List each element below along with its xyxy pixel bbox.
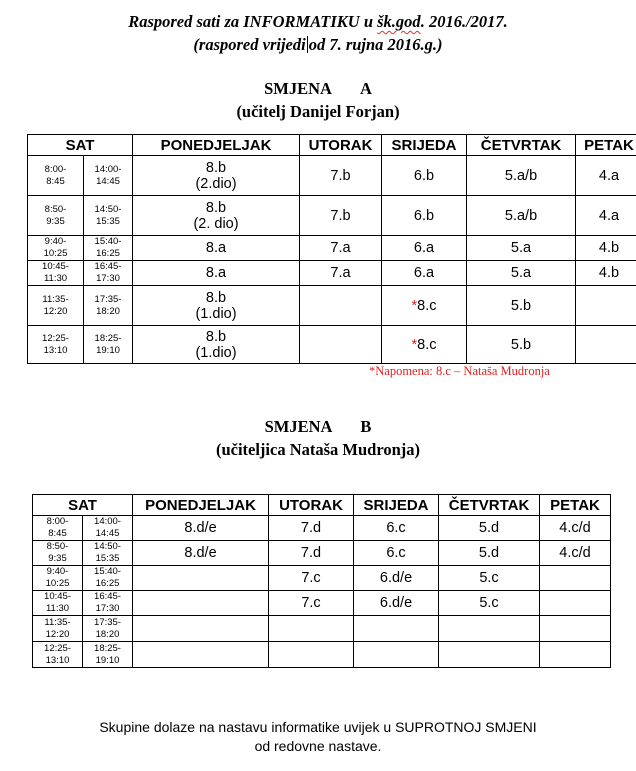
- schedule-table-shift-a: [27, 134, 636, 364]
- time-cell-afternoon: [84, 156, 133, 196]
- cell-cetvrtak-text: 5.a/b: [504, 207, 538, 224]
- footer-line-1: Skupine dolaze na nastavu informatike uvijek u SUPROTNOJ SMJENI: [99, 719, 537, 735]
- time-cell-afternoon: [84, 286, 133, 326]
- cell-ponedjeljak-text: 8.b (1.dio): [195, 289, 237, 322]
- time-cell-afternoon: [83, 566, 133, 591]
- shift-a-teacher: (učitelj Danijel Forjan): [236, 102, 400, 121]
- document-subtitle: [0, 35, 636, 55]
- time-cell-morning-text: 10:45- 11:30: [44, 591, 71, 614]
- cell-ponedjeljak-text: 8.d/e: [184, 545, 217, 561]
- time-cell-morning-text: 8:00- 8:45: [46, 516, 69, 539]
- cell-utorak: [269, 541, 354, 566]
- time-cell-morning-text: 11:35- 12:20: [44, 616, 71, 640]
- cell-srijeda-text: 6.d/e: [379, 595, 413, 611]
- cell-cetvrtak-text: 5.a/b: [504, 167, 538, 184]
- cell-cetvrtak-text: 5.a: [510, 265, 532, 281]
- title-school-year-abbr: šk.god: [377, 12, 421, 31]
- cell-srijeda: [382, 236, 467, 261]
- footer-line-2: od redovne nastave.: [254, 738, 382, 754]
- text-cursor: [307, 36, 308, 53]
- cell-utorak: [269, 566, 354, 591]
- shift-b-heading: [0, 417, 636, 437]
- cell-petak: [576, 236, 636, 261]
- cell-ponedjeljak: [133, 326, 300, 364]
- time-cell-afternoon: [84, 261, 133, 286]
- subtitle-text-start: (raspored vrijedi: [193, 35, 306, 54]
- time-cell-afternoon: [84, 326, 133, 364]
- column-header-srijeda: SRIJEDA: [382, 135, 467, 156]
- cell-ponedjeljak: [133, 616, 269, 642]
- cell-ponedjeljak: [133, 156, 300, 196]
- time-cell-afternoon-text: 16:45- 17:30: [94, 591, 121, 614]
- cell-utorak-text: 7.a: [330, 265, 351, 281]
- cell-ponedjeljak-text: 8.a: [205, 265, 227, 281]
- cell-petak-text: 4.b: [598, 240, 620, 256]
- table-row: [28, 196, 636, 236]
- time-cell-morning: [33, 516, 83, 541]
- table-row: [28, 286, 636, 326]
- cell-cetvrtak: [467, 196, 576, 236]
- cell-cetvrtak: [467, 261, 576, 286]
- cell-petak: [540, 541, 611, 566]
- table-row: [28, 236, 636, 261]
- footnote-marker: *: [411, 297, 418, 314]
- cell-srijeda-text: 6.c: [386, 520, 406, 536]
- cell-petak: [540, 591, 611, 616]
- time-cell-morning-text: 12:25- 13:10: [42, 332, 69, 356]
- cell-srijeda: [382, 196, 467, 236]
- time-cell-morning-text: 9:40- 10:25: [43, 236, 68, 259]
- cell-srijeda: [382, 326, 467, 364]
- time-cell-afternoon: [83, 541, 133, 566]
- cell-ponedjeljak: [133, 236, 300, 261]
- cell-cetvrtak: [439, 642, 540, 668]
- cell-srijeda-text: 6.c: [386, 545, 406, 561]
- cell-petak-text: 4.c/d: [559, 520, 591, 536]
- cell-cetvrtak: [467, 286, 576, 326]
- column-header-cetvrtak: ČETVRTAK: [467, 135, 576, 156]
- cell-petak: [576, 196, 636, 236]
- cell-srijeda: [382, 286, 467, 326]
- cell-petak: [576, 156, 636, 196]
- time-cell-afternoon-text: 18:25- 19:10: [94, 642, 121, 666]
- time-cell-morning: [28, 326, 84, 364]
- time-cell-morning-text: 8:00- 8:45: [44, 163, 67, 187]
- time-cell-afternoon-text: 15:40- 16:25: [94, 566, 121, 589]
- cell-utorak: [269, 516, 354, 541]
- time-cell-morning: [33, 566, 83, 591]
- time-cell-morning-text: 10:45- 11:30: [42, 261, 69, 284]
- cell-utorak-text: 7.c: [301, 595, 321, 611]
- time-cell-morning: [28, 156, 84, 196]
- cell-srijeda: [382, 261, 467, 286]
- time-cell-afternoon: [83, 642, 133, 668]
- cell-petak-text: 4.c/d: [559, 545, 591, 561]
- time-cell-afternoon-text: 14:50- 15:35: [94, 203, 122, 227]
- cell-petak-text: 4.a: [598, 207, 620, 224]
- cell-utorak: [269, 591, 354, 616]
- column-header-srijeda: SRIJEDA: [354, 495, 439, 516]
- time-cell-afternoon: [83, 591, 133, 616]
- cell-petak: [576, 326, 636, 364]
- time-cell-afternoon-text: 17:35- 18:20: [94, 293, 122, 317]
- table-header-row: [28, 135, 636, 156]
- cell-cetvrtak: [467, 156, 576, 196]
- cell-srijeda-text: 6.a: [413, 265, 435, 281]
- time-cell-afternoon-text: 16:45- 17:30: [94, 261, 122, 284]
- cell-ponedjeljak-text: 8.b (2.dio): [195, 159, 237, 192]
- time-cell-afternoon-text: 18:25- 19:10: [94, 332, 122, 356]
- time-cell-morning: [33, 591, 83, 616]
- cell-utorak: [300, 196, 382, 236]
- cell-petak: [540, 616, 611, 642]
- cell-srijeda-text: 6.d/e: [379, 570, 413, 586]
- column-header-sat: SAT: [28, 135, 133, 156]
- time-cell-morning-text: 11:35- 12:20: [42, 293, 69, 317]
- table-row: [28, 261, 636, 286]
- time-cell-morning-text: 12:25- 13:10: [44, 642, 71, 666]
- cell-cetvrtak-text: 5.b: [510, 297, 532, 314]
- cell-utorak: [300, 326, 382, 364]
- time-cell-morning-text: 8:50- 9:35: [44, 203, 67, 227]
- time-cell-afternoon-text: 14:00- 14:45: [94, 163, 122, 187]
- cell-utorak-text: 7.d: [300, 545, 322, 561]
- cell-petak: [540, 516, 611, 541]
- column-header-cetvrtak: ČETVRTAK: [439, 495, 540, 516]
- column-header-sat: SAT: [33, 495, 133, 516]
- schedule-table-shift-b: [32, 494, 611, 668]
- cell-srijeda: [354, 591, 439, 616]
- cell-cetvrtak: [467, 326, 576, 364]
- table-row: [33, 616, 611, 642]
- table-row: [33, 591, 611, 616]
- cell-srijeda: [382, 156, 467, 196]
- time-cell-afternoon-text: 15:40- 16:25: [94, 236, 122, 259]
- cell-utorak: [300, 261, 382, 286]
- title-text: Raspored sati za INFORMATIKU u: [128, 12, 378, 31]
- column-header-utorak: UTORAK: [300, 135, 382, 156]
- time-cell-afternoon-text: 14:00- 14:45: [94, 516, 121, 539]
- time-cell-afternoon-text: 17:35- 18:20: [94, 616, 121, 640]
- footnote-shift-a: *Napomena: 8.c – Nataša Mudronja: [369, 364, 550, 378]
- time-cell-morning: [28, 196, 84, 236]
- column-header-petak: PETAK: [576, 135, 636, 156]
- cell-ponedjeljak: [133, 261, 300, 286]
- cell-cetvrtak-text: 5.d: [478, 545, 500, 561]
- cell-ponedjeljak: [133, 516, 269, 541]
- footnote-marker: *: [411, 336, 418, 353]
- cell-petak: [576, 261, 636, 286]
- cell-cetvrtak: [439, 541, 540, 566]
- title-year: . 2016./2017.: [420, 12, 508, 31]
- cell-utorak: [269, 642, 354, 668]
- cell-petak: [576, 286, 636, 326]
- cell-utorak-text: 7.b: [330, 207, 351, 224]
- time-cell-afternoon: [84, 236, 133, 261]
- time-cell-morning: [28, 286, 84, 326]
- cell-ponedjeljak: [133, 541, 269, 566]
- table-row: [33, 541, 611, 566]
- cell-ponedjeljak: [133, 591, 269, 616]
- time-cell-morning-text: 9:40- 10:25: [45, 566, 70, 589]
- cell-cetvrtak: [439, 516, 540, 541]
- cell-srijeda-text: 6.b: [413, 167, 435, 184]
- cell-ponedjeljak-text: 8.d/e: [184, 520, 217, 536]
- cell-petak: [540, 642, 611, 668]
- cell-cetvrtak-text: 5.a: [510, 240, 532, 256]
- document-title: [0, 12, 636, 32]
- time-cell-afternoon: [83, 616, 133, 642]
- cell-ponedjeljak: [133, 566, 269, 591]
- time-cell-morning: [33, 616, 83, 642]
- time-cell-morning: [28, 236, 84, 261]
- cell-petak-text: 4.a: [598, 167, 620, 184]
- cell-ponedjeljak: [133, 286, 300, 326]
- table-row: [28, 326, 636, 364]
- cell-srijeda-text: 6.b: [413, 207, 435, 224]
- cell-srijeda-text: 8.c: [417, 297, 437, 314]
- cell-ponedjeljak-text: 8.a: [205, 240, 227, 256]
- cell-srijeda: [354, 541, 439, 566]
- table-row: [33, 516, 611, 541]
- column-header-petak: PETAK: [540, 495, 611, 516]
- table-row: [28, 156, 636, 196]
- cell-utorak: [300, 236, 382, 261]
- shift-a-letter: A: [359, 79, 372, 98]
- footer-note: [0, 718, 636, 756]
- cell-utorak: [269, 616, 354, 642]
- table-row: [33, 566, 611, 591]
- cell-srijeda: [354, 516, 439, 541]
- cell-cetvrtak: [439, 616, 540, 642]
- cell-utorak-text: 7.b: [330, 167, 351, 184]
- column-header-ponedjeljak: PONEDJELJAK: [133, 495, 269, 516]
- cell-cetvrtak: [467, 236, 576, 261]
- cell-srijeda: [354, 616, 439, 642]
- cell-cetvrtak-text: 5.b: [510, 336, 532, 353]
- table-row: [33, 642, 611, 668]
- cell-ponedjeljak-text: 8.b (2. dio): [193, 199, 239, 232]
- cell-srijeda-text: 6.a: [413, 240, 435, 256]
- column-header-utorak: UTORAK: [269, 495, 354, 516]
- cell-cetvrtak: [439, 566, 540, 591]
- time-cell-afternoon: [83, 516, 133, 541]
- time-cell-morning: [33, 541, 83, 566]
- cell-srijeda-text: 8.c: [417, 336, 437, 353]
- cell-cetvrtak-text: 5.c: [479, 595, 499, 611]
- table-header-row: [33, 495, 611, 516]
- cell-ponedjeljak: [133, 642, 269, 668]
- time-cell-morning-text: 8:50- 9:35: [46, 541, 69, 564]
- column-header-ponedjeljak: PONEDJELJAK: [133, 135, 300, 156]
- cell-cetvrtak-text: 5.c: [479, 570, 499, 586]
- time-cell-afternoon-text: 14:50- 15:35: [94, 541, 121, 564]
- cell-petak-text: 4.b: [598, 265, 620, 281]
- cell-utorak: [300, 156, 382, 196]
- cell-petak: [540, 566, 611, 591]
- time-cell-morning: [33, 642, 83, 668]
- cell-srijeda: [354, 566, 439, 591]
- shift-b-teacher: (učiteljica Nataša Mudronja): [215, 440, 421, 459]
- subtitle-text-end: od 7. rujna 2016.g.): [308, 35, 443, 54]
- time-cell-afternoon: [84, 196, 133, 236]
- cell-utorak-text: 7.c: [301, 570, 321, 586]
- cell-ponedjeljak: [133, 196, 300, 236]
- cell-utorak-text: 7.d: [300, 520, 322, 536]
- cell-srijeda: [354, 642, 439, 668]
- cell-cetvrtak-text: 5.d: [478, 520, 500, 536]
- cell-ponedjeljak-text: 8.b (1.dio): [195, 328, 237, 361]
- cell-utorak: [300, 286, 382, 326]
- shift-b-label: SMJENA: [264, 417, 333, 436]
- cell-cetvrtak: [439, 591, 540, 616]
- cell-utorak-text: 7.a: [330, 240, 351, 256]
- shift-a-heading: [0, 79, 636, 99]
- shift-a-label: SMJENA: [264, 79, 332, 98]
- time-cell-morning: [28, 261, 84, 286]
- shift-b-letter: B: [360, 417, 372, 436]
